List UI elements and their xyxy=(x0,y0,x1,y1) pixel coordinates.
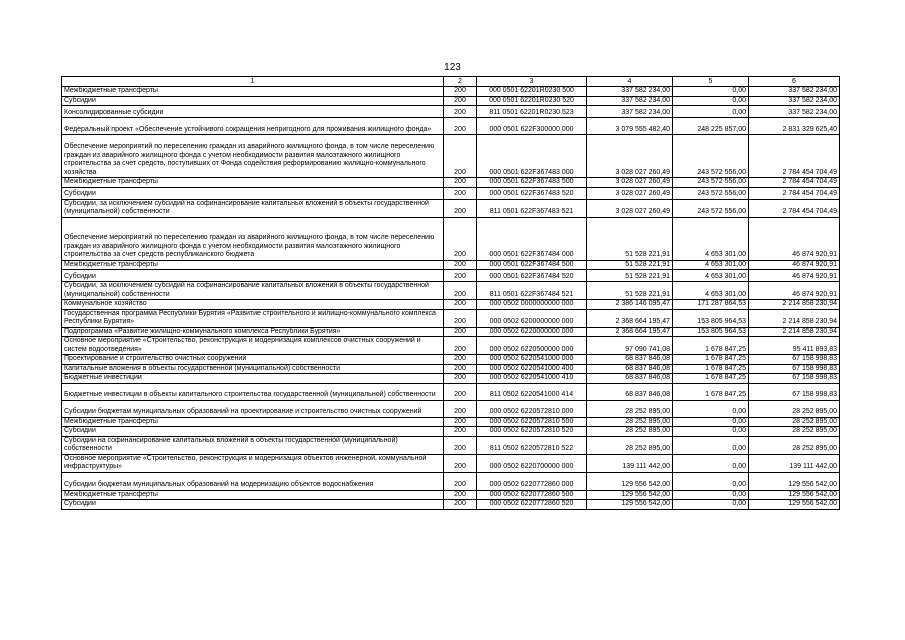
row-name-cell: Межбюджетные трансферты xyxy=(62,178,444,188)
table-row xyxy=(62,427,840,437)
table-row xyxy=(62,383,840,400)
row-executed-amount-cell: 0,00 xyxy=(673,417,749,427)
row-unexecuted-amount-cell: 129 556 542,00 xyxy=(749,490,840,500)
row-name-cell: Бюджетные инвестиции в объекты капитального строительства государственной (муниципальной) собственности xyxy=(62,383,444,400)
row-executed-amount-cell: 0,00 xyxy=(673,106,749,118)
table-row xyxy=(62,374,840,384)
row-unexecuted-amount-cell: 46 874 920,91 xyxy=(749,217,840,260)
row-unexecuted-amount-cell: 2 214 858 230,94 xyxy=(749,300,840,310)
row-unexecuted-amount-cell: 46 874 920,91 xyxy=(749,270,840,282)
row-budget-code-cell: 000 0502 6220572810 500 xyxy=(477,417,587,427)
row-approved-amount-cell: 139 111 442,00 xyxy=(587,454,673,472)
row-name-cell: Субсидии бюджетам муниципальных образований на проектирование и строительство очистных сооружений xyxy=(62,400,444,417)
table-row xyxy=(62,270,840,282)
row-unexecuted-amount-cell: 337 582 234,00 xyxy=(749,96,840,106)
row-unexecuted-amount-cell: 2 214 858 230,94 xyxy=(749,327,840,337)
row-line-code-cell: 200 xyxy=(444,436,477,454)
row-line-code-cell: 200 xyxy=(444,490,477,500)
row-budget-code-cell: 000 0501 62201R0230 520 xyxy=(477,96,587,106)
row-unexecuted-amount-cell: 67 158 998,83 xyxy=(749,383,840,400)
row-executed-amount-cell: 1 678 847,25 xyxy=(673,364,749,374)
table-row xyxy=(62,490,840,500)
row-unexecuted-amount-cell: 67 158 998,83 xyxy=(749,355,840,365)
row-name-cell: Подпрограмма «Развитие жилищно-коммунального комплекса Республики Бурятия» xyxy=(62,327,444,337)
row-executed-amount-cell: 153 805 964,53 xyxy=(673,309,749,327)
row-approved-amount-cell: 28 252 895,00 xyxy=(587,427,673,437)
row-budget-code-cell: 000 0502 6200000000 000 xyxy=(477,309,587,327)
row-name-cell: Обеспечение мероприятий по переселению граждан из аварийного жилищного фонда, в том числе переселению граждан из аварийного жилищного фонда с учетом необходимости развития малоэтажного жилищного строительства за счет средств, поступивших от Фонда содействия реформированию жилищно-коммунального хозяйства xyxy=(62,135,444,178)
row-executed-amount-cell: 4 653 301,00 xyxy=(673,282,749,300)
row-approved-amount-cell: 129 556 542,00 xyxy=(587,500,673,510)
row-line-code-cell: 200 xyxy=(444,309,477,327)
row-line-code-cell: 200 xyxy=(444,87,477,97)
row-budget-code-cell: 000 0502 6220000000 000 xyxy=(477,327,587,337)
row-budget-code-cell: 811 0501 62201R0230 523 xyxy=(477,106,587,118)
row-approved-amount-cell: 28 252 895,00 xyxy=(587,400,673,417)
table-row xyxy=(62,300,840,310)
row-budget-code-cell: 000 0502 6220541000 000 xyxy=(477,355,587,365)
row-budget-code-cell: 000 0502 6220572810 000 xyxy=(477,400,587,417)
row-line-code-cell: 200 xyxy=(444,282,477,300)
row-executed-amount-cell: 0,00 xyxy=(673,500,749,510)
row-line-code-cell: 200 xyxy=(444,454,477,472)
row-line-code-cell: 200 xyxy=(444,260,477,270)
row-line-code-cell: 200 xyxy=(444,118,477,135)
table-row xyxy=(62,309,840,327)
row-approved-amount-cell: 68 837 846,08 xyxy=(587,383,673,400)
row-budget-code-cell: 000 0502 6220541000 400 xyxy=(477,364,587,374)
row-approved-amount-cell: 3 028 027 260,49 xyxy=(587,199,673,217)
row-unexecuted-amount-cell: 2 784 454 704,49 xyxy=(749,178,840,188)
row-executed-amount-cell: 243 572 556,00 xyxy=(673,187,749,199)
table-row xyxy=(62,118,840,135)
row-budget-code-cell: 000 0501 622F367484 500 xyxy=(477,260,587,270)
row-approved-amount-cell: 51 528 221,91 xyxy=(587,282,673,300)
row-unexecuted-amount-cell: 28 252 895,00 xyxy=(749,436,840,454)
row-approved-amount-cell: 68 837 846,08 xyxy=(587,355,673,365)
table-row xyxy=(62,472,840,490)
row-budget-code-cell: 000 0501 622F367484 520 xyxy=(477,270,587,282)
table-row xyxy=(62,417,840,427)
column-header-3: 3 xyxy=(477,77,587,87)
row-unexecuted-amount-cell: 28 252 895,00 xyxy=(749,427,840,437)
row-unexecuted-amount-cell: 2 214 858 230,94 xyxy=(749,309,840,327)
row-budget-code-cell: 000 0502 6220500000 000 xyxy=(477,337,587,355)
row-line-code-cell: 200 xyxy=(444,327,477,337)
row-name-cell: Основное мероприятие «Строительство, реконструкция и модернизация объектов инженерной, коммунальной инфраструктуры» xyxy=(62,454,444,472)
row-unexecuted-amount-cell: 2 784 454 704,49 xyxy=(749,199,840,217)
row-approved-amount-cell: 2 386 146 095,47 xyxy=(587,300,673,310)
row-budget-code-cell: 000 0502 6220772860 520 xyxy=(477,500,587,510)
row-executed-amount-cell: 243 572 556,00 xyxy=(673,199,749,217)
table-row xyxy=(62,187,840,199)
row-name-cell: Основное мероприятие «Строительство, реконструкция и модернизация комплексов очистных сооружений и систем водоотведения» xyxy=(62,337,444,355)
column-header-4: 4 xyxy=(587,77,673,87)
row-unexecuted-amount-cell: 46 874 920,91 xyxy=(749,282,840,300)
row-approved-amount-cell: 97 090 741,08 xyxy=(587,337,673,355)
row-unexecuted-amount-cell: 28 252 895,00 xyxy=(749,417,840,427)
row-executed-amount-cell: 0,00 xyxy=(673,427,749,437)
row-budget-code-cell: 000 0502 6220572810 520 xyxy=(477,427,587,437)
row-unexecuted-amount-cell: 28 252 895,00 xyxy=(749,400,840,417)
row-name-cell: Обеспечение мероприятий по переселению граждан из аварийного жилищного фонда, в том числе переселению граждан из аварийного жилищного фонда с учетом необходимости развития малоэтажного жилищного строительства за счет средств республиканского бюджета xyxy=(62,217,444,260)
row-unexecuted-amount-cell: 2 831 329 625,40 xyxy=(749,118,840,135)
row-approved-amount-cell: 51 528 221,91 xyxy=(587,270,673,282)
column-number-row xyxy=(62,77,840,87)
row-budget-code-cell: 000 0501 622F367483 500 xyxy=(477,178,587,188)
row-budget-code-cell: 811 0501 622F367484 521 xyxy=(477,282,587,300)
column-header-2: 2 xyxy=(444,77,477,87)
table-row xyxy=(62,217,840,260)
column-header-1: 1 xyxy=(62,77,444,87)
row-name-cell: Межбюджетные трансферты xyxy=(62,417,444,427)
row-line-code-cell: 200 xyxy=(444,364,477,374)
row-executed-amount-cell: 243 572 556,00 xyxy=(673,178,749,188)
row-executed-amount-cell: 0,00 xyxy=(673,87,749,97)
row-line-code-cell: 200 xyxy=(444,500,477,510)
row-name-cell: Субсидии xyxy=(62,270,444,282)
row-name-cell: Субсидии xyxy=(62,427,444,437)
row-name-cell: Коммунальное хозяйство xyxy=(62,300,444,310)
table-row xyxy=(62,106,840,118)
row-budget-code-cell: 000 0502 6220541000 410 xyxy=(477,374,587,384)
row-unexecuted-amount-cell: 129 556 542,00 xyxy=(749,500,840,510)
row-budget-code-cell: 000 0502 6220700000 000 xyxy=(477,454,587,472)
row-line-code-cell: 200 xyxy=(444,417,477,427)
row-line-code-cell: 200 xyxy=(444,178,477,188)
row-budget-code-cell: 000 0501 622F367483 000 xyxy=(477,135,587,178)
row-unexecuted-amount-cell: 67 158 998,83 xyxy=(749,364,840,374)
row-approved-amount-cell: 3 079 555 482,40 xyxy=(587,118,673,135)
table-row xyxy=(62,500,840,510)
row-name-cell: Субсидии, за исключением субсидий на софинансирование капитальных вложений в объекты государственной (муниципальной) собственности xyxy=(62,282,444,300)
row-approved-amount-cell: 28 252 895,00 xyxy=(587,436,673,454)
row-executed-amount-cell: 1 678 847,25 xyxy=(673,337,749,355)
row-approved-amount-cell: 337 582 234,00 xyxy=(587,106,673,118)
row-approved-amount-cell: 129 556 542,00 xyxy=(587,472,673,490)
row-approved-amount-cell: 28 252 895,00 xyxy=(587,417,673,427)
row-budget-code-cell: 000 0501 622F367483 520 xyxy=(477,187,587,199)
row-name-cell: Субсидии xyxy=(62,96,444,106)
row-line-code-cell: 200 xyxy=(444,300,477,310)
row-line-code-cell: 200 xyxy=(444,217,477,260)
table-row xyxy=(62,454,840,472)
row-approved-amount-cell: 68 837 846,08 xyxy=(587,364,673,374)
table-row xyxy=(62,135,840,178)
row-unexecuted-amount-cell: 337 582 234,00 xyxy=(749,106,840,118)
table-body xyxy=(62,87,840,510)
row-line-code-cell: 200 xyxy=(444,337,477,355)
row-executed-amount-cell: 0,00 xyxy=(673,96,749,106)
row-name-cell: Федеральный проект «Обеспечение устойчивого сокращения непригодного для проживания жилищного фонда» xyxy=(62,118,444,135)
row-line-code-cell: 200 xyxy=(444,270,477,282)
row-name-cell: Межбюджетные трансферты xyxy=(62,490,444,500)
table-row xyxy=(62,364,840,374)
row-approved-amount-cell: 3 028 027 260,49 xyxy=(587,135,673,178)
row-name-cell: Консолидированные субсидии xyxy=(62,106,444,118)
row-approved-amount-cell: 51 528 221,91 xyxy=(587,217,673,260)
row-executed-amount-cell: 243 572 556,00 xyxy=(673,135,749,178)
row-unexecuted-amount-cell: 67 158 998,83 xyxy=(749,374,840,384)
row-approved-amount-cell: 3 028 027 260,49 xyxy=(587,187,673,199)
row-executed-amount-cell: 4 653 301,00 xyxy=(673,260,749,270)
row-budget-code-cell: 811 0502 6220541000 414 xyxy=(477,383,587,400)
row-executed-amount-cell: 0,00 xyxy=(673,400,749,417)
row-executed-amount-cell: 0,00 xyxy=(673,472,749,490)
row-unexecuted-amount-cell: 2 784 454 704,49 xyxy=(749,135,840,178)
row-line-code-cell: 200 xyxy=(444,135,477,178)
table-row xyxy=(62,87,840,97)
row-approved-amount-cell: 337 582 234,00 xyxy=(587,96,673,106)
row-line-code-cell: 200 xyxy=(444,427,477,437)
row-unexecuted-amount-cell: 95 411 893,83 xyxy=(749,337,840,355)
row-budget-code-cell: 000 0502 6220772860 500 xyxy=(477,490,587,500)
row-executed-amount-cell: 0,00 xyxy=(673,490,749,500)
row-line-code-cell: 200 xyxy=(444,106,477,118)
budget-table xyxy=(61,76,840,510)
table-row xyxy=(62,436,840,454)
row-approved-amount-cell: 3 028 027 260,49 xyxy=(587,178,673,188)
table-row xyxy=(62,400,840,417)
table-row xyxy=(62,355,840,365)
row-executed-amount-cell: 171 287 864,53 xyxy=(673,300,749,310)
page-number: 123 xyxy=(444,62,461,73)
row-executed-amount-cell: 1 678 847,25 xyxy=(673,355,749,365)
row-name-cell: Субсидии xyxy=(62,187,444,199)
row-budget-code-cell: 000 0501 622F300000 000 xyxy=(477,118,587,135)
row-line-code-cell: 200 xyxy=(444,383,477,400)
row-name-cell: Государственная программа Республики Бурятия «Развитие строительного и жилищно-коммунального комплекса Республики Бурятия» xyxy=(62,309,444,327)
row-unexecuted-amount-cell: 2 784 454 704,49 xyxy=(749,187,840,199)
row-approved-amount-cell: 68 837 846,08 xyxy=(587,374,673,384)
row-budget-code-cell: 000 0501 622F367484 000 xyxy=(477,217,587,260)
row-line-code-cell: 200 xyxy=(444,400,477,417)
row-line-code-cell: 200 xyxy=(444,355,477,365)
table-row xyxy=(62,178,840,188)
column-header-6: 6 xyxy=(749,77,840,87)
row-budget-code-cell: 000 0502 0000000000 000 xyxy=(477,300,587,310)
row-line-code-cell: 200 xyxy=(444,199,477,217)
row-name-cell: Бюджетные инвестиции xyxy=(62,374,444,384)
row-budget-code-cell: 811 0502 6220572810 522 xyxy=(477,436,587,454)
table-row xyxy=(62,282,840,300)
row-name-cell: Проектирование и строительство очистных сооружений xyxy=(62,355,444,365)
row-line-code-cell: 200 xyxy=(444,187,477,199)
row-executed-amount-cell: 4 653 301,00 xyxy=(673,270,749,282)
row-executed-amount-cell: 153 805 964,53 xyxy=(673,327,749,337)
row-name-cell: Субсидии, за исключением субсидий на софинансирование капитальных вложений в объекты государственной (муниципальной) собственности xyxy=(62,199,444,217)
row-unexecuted-amount-cell: 46 874 920,91 xyxy=(749,260,840,270)
row-executed-amount-cell: 0,00 xyxy=(673,454,749,472)
row-unexecuted-amount-cell: 337 582 234,00 xyxy=(749,87,840,97)
row-executed-amount-cell: 248 225 857,00 xyxy=(673,118,749,135)
row-executed-amount-cell: 0,00 xyxy=(673,436,749,454)
row-unexecuted-amount-cell: 139 111 442,00 xyxy=(749,454,840,472)
table-row xyxy=(62,327,840,337)
row-name-cell: Субсидии xyxy=(62,500,444,510)
row-name-cell: Капитальные вложения в объекты государственной (муниципальной) собственности xyxy=(62,364,444,374)
row-unexecuted-amount-cell: 129 556 542,00 xyxy=(749,472,840,490)
row-approved-amount-cell: 337 582 234,00 xyxy=(587,87,673,97)
row-line-code-cell: 200 xyxy=(444,472,477,490)
row-line-code-cell: 200 xyxy=(444,96,477,106)
row-approved-amount-cell: 129 556 542,00 xyxy=(587,490,673,500)
row-budget-code-cell: 000 0501 62201R0230 500 xyxy=(477,87,587,97)
row-name-cell: Межбюджетные трансферты xyxy=(62,87,444,97)
row-line-code-cell: 200 xyxy=(444,374,477,384)
table-row xyxy=(62,337,840,355)
row-approved-amount-cell: 2 368 664 195,47 xyxy=(587,309,673,327)
row-name-cell: Субсидии на софинансирование капитальных вложений в объекты государственной (муниципальной) собственности xyxy=(62,436,444,454)
row-executed-amount-cell: 1 678 847,25 xyxy=(673,374,749,384)
row-approved-amount-cell: 51 528 221,91 xyxy=(587,260,673,270)
row-budget-code-cell: 811 0501 622F367483 521 xyxy=(477,199,587,217)
table-row xyxy=(62,96,840,106)
table-row xyxy=(62,199,840,217)
row-approved-amount-cell: 2 368 664 195,47 xyxy=(587,327,673,337)
row-executed-amount-cell: 4 653 301,00 xyxy=(673,217,749,260)
row-budget-code-cell: 000 0502 6220772860 000 xyxy=(477,472,587,490)
row-name-cell: Межбюджетные трансферты xyxy=(62,260,444,270)
row-executed-amount-cell: 1 678 847,25 xyxy=(673,383,749,400)
table-row xyxy=(62,260,840,270)
row-name-cell: Субсидии бюджетам муниципальных образований на модернизацию объектов водоснабжения xyxy=(62,472,444,490)
column-header-5: 5 xyxy=(673,77,749,87)
